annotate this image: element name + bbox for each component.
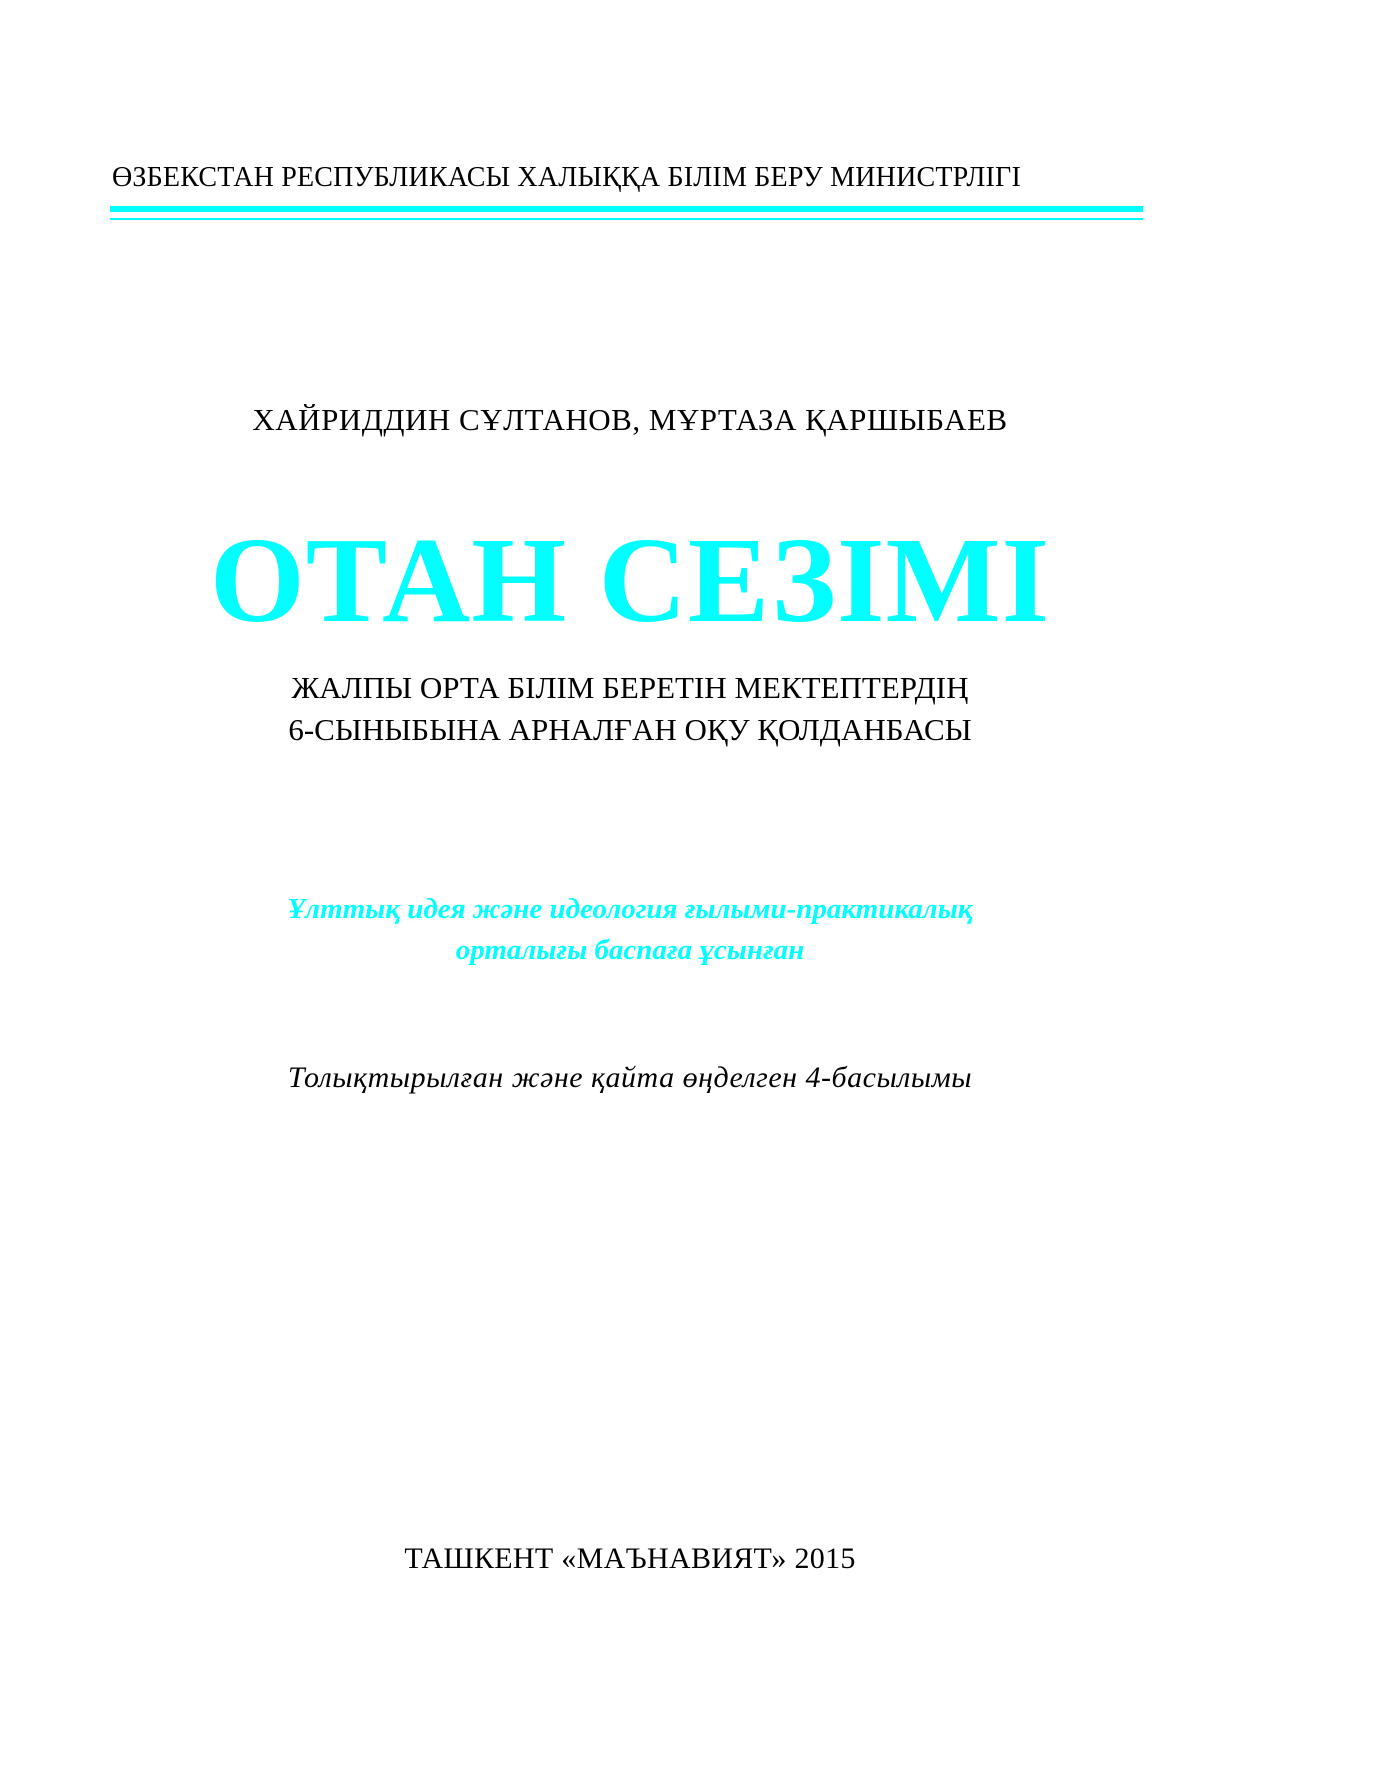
edition-note: Толықтырылған және қайта өңделген 4-басылымы — [287, 1061, 973, 1094]
subtitle-line-2: 6-СЫНЫБЫНА АРНАЛҒАН ОҚУ ҚОЛДАНБАСЫ — [288, 712, 972, 747]
recommendation-line-2: орталығы баспаға ұсынған — [455, 934, 805, 966]
ministry-header: ӨЗБЕКСТАН РЕСПУБЛИКАСЫ ХАЛЫҚҚА БІЛІМ БЕРУ МИНИСТРЛІГІ — [112, 162, 1021, 193]
publisher-imprint: ТАШКЕНТ «МАЪНАВИЯТ» 2015 — [404, 1542, 856, 1575]
header-rule-thin — [110, 218, 1143, 220]
header-rule-thick — [110, 206, 1143, 212]
book-title: ОТАН СЕЗІМІ — [209, 513, 1051, 648]
authors: ХАЙРИДДИН СҰЛТАНОВ, МҰРТАЗА ҚАРШЫБАЕВ — [252, 402, 1008, 437]
subtitle-line-1: ЖАЛПЫ ОРТА БІЛІМ БЕРЕТІН МЕКТЕПТЕРДІҢ — [291, 670, 969, 705]
recommendation-line-1: Ұлттық идея және идеология ғылыми-практикалық — [287, 893, 973, 925]
